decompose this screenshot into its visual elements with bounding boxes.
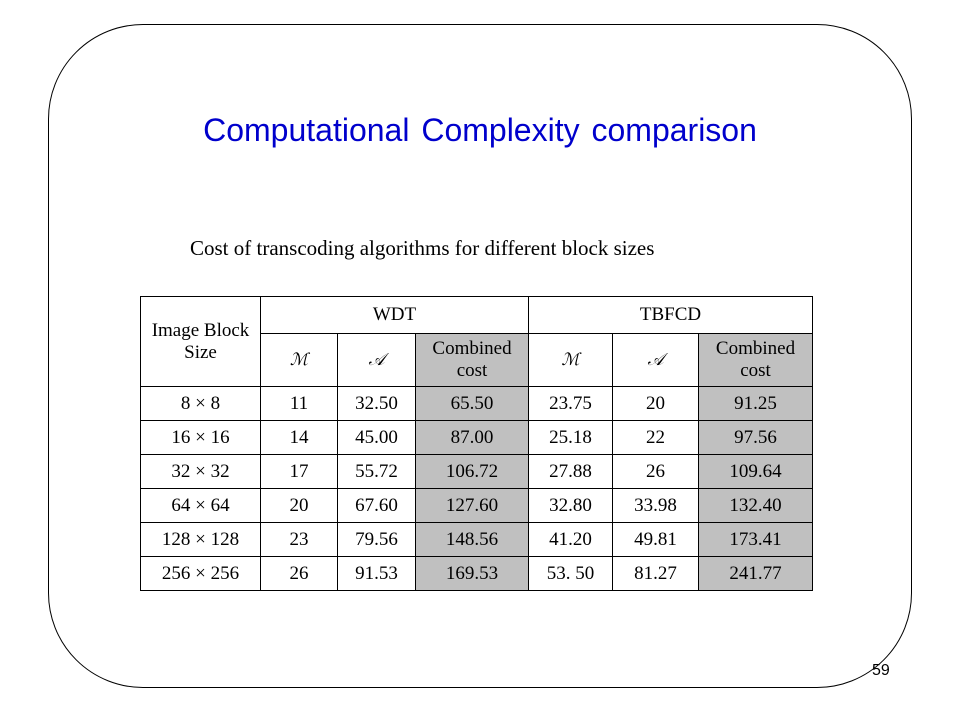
table-cell: 49.81: [613, 523, 699, 557]
row-header-cell: Image Block Size: [141, 297, 261, 387]
table-cell: 23.75: [529, 387, 613, 421]
table-cell: 23: [261, 523, 338, 557]
table-row: [141, 421, 813, 455]
table-cell: 26: [261, 557, 338, 591]
table-row: [141, 489, 813, 523]
table-cell: 45.00: [338, 421, 416, 455]
group-header-wdt: WDT: [261, 297, 529, 334]
subheader-wdt-a: 𝒜: [338, 334, 416, 387]
table-cell: 173.41: [699, 523, 813, 557]
table-cell: 32.80: [529, 489, 613, 523]
block-size-cell: 8 × 8: [141, 387, 261, 421]
table-cell: 67.60: [338, 489, 416, 523]
table-cell: 17: [261, 455, 338, 489]
table-cell: 41.20: [529, 523, 613, 557]
table-cell: 20: [613, 387, 699, 421]
table-cell: 79.56: [338, 523, 416, 557]
subheader-tbfcd-m: ℳ: [529, 334, 613, 387]
table-cell: 65.50: [416, 387, 529, 421]
table-cell: 11: [261, 387, 338, 421]
table-cell: 53. 50: [529, 557, 613, 591]
page-number: 59: [872, 662, 890, 679]
subheader-tbfcd-combined: Combined cost: [699, 334, 813, 387]
table-cell: 26: [613, 455, 699, 489]
table-cell: 106.72: [416, 455, 529, 489]
table-cell: 91.53: [338, 557, 416, 591]
table-cell: 55.72: [338, 455, 416, 489]
block-size-cell: 64 × 64: [141, 489, 261, 523]
group-header-tbfcd: TBFCD: [529, 297, 813, 334]
table-cell: 127.60: [416, 489, 529, 523]
subheader-tbfcd-a: 𝒜: [613, 334, 699, 387]
table-cell: 148.56: [416, 523, 529, 557]
cost-table: [140, 296, 813, 591]
table-cell: 25.18: [529, 421, 613, 455]
block-size-cell: 256 × 256: [141, 557, 261, 591]
slide-title: Computational Complexity comparison: [203, 112, 757, 148]
table-row: [141, 387, 813, 421]
table-body: [141, 387, 813, 591]
table-cell: 81.27: [613, 557, 699, 591]
table-cell: 169.53: [416, 557, 529, 591]
table-header-row: [141, 297, 813, 334]
table-cell: 20: [261, 489, 338, 523]
table-cell: 14: [261, 421, 338, 455]
table-cell: 241.77: [699, 557, 813, 591]
table-cell: 97.56: [699, 421, 813, 455]
table-cell: 109.64: [699, 455, 813, 489]
block-size-cell: 32 × 32: [141, 455, 261, 489]
table-caption: Cost of transcoding algorithms for different block sizes: [190, 236, 655, 260]
table-row: [141, 557, 813, 591]
table-cell: 22: [613, 421, 699, 455]
subheader-wdt-combined: Combined cost: [416, 334, 529, 387]
table-cell: 132.40: [699, 489, 813, 523]
block-size-cell: 128 × 128: [141, 523, 261, 557]
table-cell: 32.50: [338, 387, 416, 421]
table-cell: 27.88: [529, 455, 613, 489]
subheader-wdt-m: ℳ: [261, 334, 338, 387]
table-cell: 91.25: [699, 387, 813, 421]
block-size-cell: 16 × 16: [141, 421, 261, 455]
table-row: [141, 455, 813, 489]
table-cell: 87.00: [416, 421, 529, 455]
table-cell: 33.98: [613, 489, 699, 523]
table-row: [141, 523, 813, 557]
